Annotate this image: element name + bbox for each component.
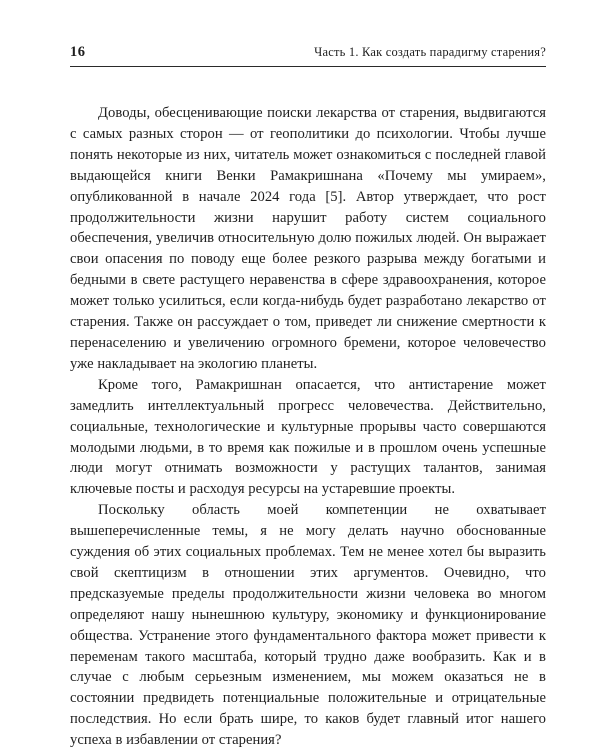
paragraph: Доводы, обесценивающие поиски лекарства от старения, выдвигаются с самых разных сторон — от геополитики до психологии. Чтобы лучше понять некоторые из них, читатель может ознакомиться с последней главой выдающейся книги Венки Рамакришнана «Почему мы умираем», опубликованной в начале 2024 года [5]. Автор утверждает, что рост продолжительности жизни нарушит работу систем социального обеспечения, увеличив относительную долю пожилых людей. Он выражает свои опасения по поводу еще более резкого разрыва между богатыми и бедными в свете растущего неравенства в сфере здравоохранения, которое может только усилиться, если когда-нибудь будет разработано лекарство от старения. Также он рассуждает о том, приведет ли снижение смертности к перенаселению и увеличению огромного бремени, которое человечество уже накладывает на экологию планеты. [70,105,546,372]
paragraph: Кроме того, Рамакришнан опасается, что антистарение может замедлить интеллектуальный прогресс человечества. Действительно, социальные, технологические и культурные прорывы часто совершаются молодыми людьми, в то время как пожилые и в прошлом очень успешные люди могут отнимать возможности у растущих талантов, занимая ключевые посты и расходуя ресурсы на устаревшие проекты. [70,376,546,498]
body-text [70,103,546,751]
book-page [70,44,546,751]
running-header [70,44,546,67]
paragraph: Поскольку область моей компетенции не охватывает вышеперечисленные темы, я не могу делать научно обоснованные суждения об этих социальных проблемах. Тем не менее хотел бы выразить свой скептицизм в отношении этих аргументов. Очевидно, что предсказуемые пределы продолжительности жизни человека во многом определяют нашу нынешнюю культуру, экономику и функционирование общества. Устранение этого фундаментального фактора может привести к переменам такого масштаба, который трудно даже вообразить. Как и в случае с любым серьезным изменением, мы можем оказаться не в состоянии предвидеть потенциальные положительные и отрицательные последствия. Но если брать шире, то каков будет главный итог нашего успеха в избавлении от старения? [70,502,546,749]
page-number: 16 [70,44,86,60]
chapter-title: Часть 1. Как создать парадигму старения? [314,45,546,59]
